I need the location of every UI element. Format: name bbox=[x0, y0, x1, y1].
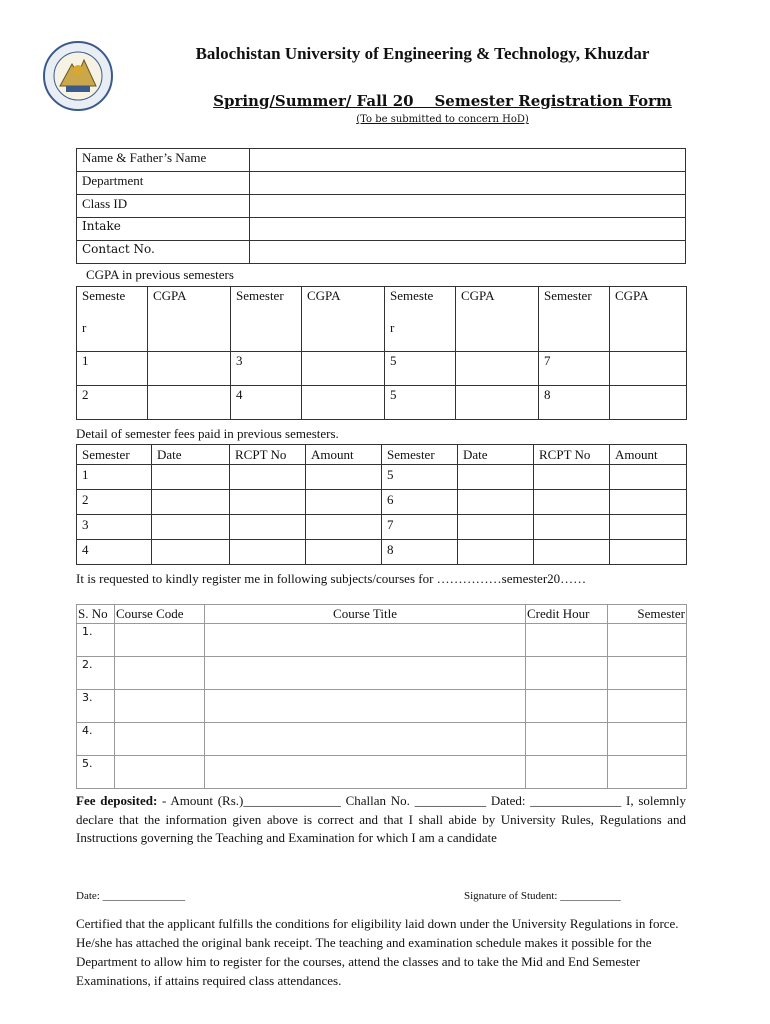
column-header: CGPA bbox=[610, 287, 687, 352]
course-cell[interactable] bbox=[526, 723, 608, 756]
column-header: Amount bbox=[610, 445, 687, 465]
table-cell[interactable] bbox=[152, 490, 230, 515]
info-row bbox=[77, 241, 686, 264]
table-cell[interactable] bbox=[306, 490, 382, 515]
table-cell[interactable] bbox=[152, 465, 230, 490]
course-cell[interactable] bbox=[205, 690, 526, 723]
column-header: Semester bbox=[382, 445, 458, 465]
intake-field[interactable] bbox=[250, 218, 686, 241]
request-text: It is requested to kindly register me in following subjects/courses for ……………semester20…… bbox=[76, 571, 587, 586]
info-row bbox=[77, 195, 686, 218]
table-cell[interactable] bbox=[302, 352, 385, 386]
course-cell[interactable] bbox=[115, 657, 205, 690]
table-cell[interactable] bbox=[230, 490, 306, 515]
table-cell[interactable] bbox=[610, 352, 687, 386]
class-id-field[interactable] bbox=[250, 195, 686, 218]
table-cell[interactable] bbox=[458, 515, 534, 540]
column-header: Semester bbox=[77, 445, 152, 465]
university-name: Balochistan University of Engineering & Technology, Khuzdar bbox=[195, 44, 650, 63]
info-label: Class ID bbox=[77, 195, 250, 218]
info-label: Intake bbox=[77, 218, 250, 241]
column-header: Amount bbox=[306, 445, 382, 465]
table-cell[interactable] bbox=[230, 540, 306, 565]
fees-table bbox=[76, 444, 687, 565]
column-header: Course Title bbox=[205, 605, 526, 624]
course-cell[interactable] bbox=[526, 690, 608, 723]
course-cell[interactable] bbox=[115, 723, 205, 756]
table-cell[interactable]: 8 bbox=[539, 386, 610, 420]
course-cell[interactable] bbox=[115, 624, 205, 657]
table-cell[interactable] bbox=[610, 515, 687, 540]
course-cell[interactable] bbox=[526, 657, 608, 690]
header-row bbox=[77, 287, 687, 352]
courses-table bbox=[76, 604, 687, 789]
header-row bbox=[77, 605, 687, 624]
serial-number: 1. bbox=[77, 624, 115, 657]
table-row bbox=[77, 515, 687, 540]
column-header: Semeste r bbox=[385, 287, 456, 352]
form-subtitle: (To be submitted to concern HoD) bbox=[356, 114, 529, 125]
serial-number: 5. bbox=[77, 756, 115, 789]
course-cell[interactable] bbox=[205, 756, 526, 789]
table-cell[interactable] bbox=[534, 515, 610, 540]
course-cell[interactable] bbox=[205, 657, 526, 690]
table-cell[interactable] bbox=[534, 490, 610, 515]
table-cell[interactable] bbox=[610, 540, 687, 565]
table-row bbox=[77, 352, 687, 386]
table-row bbox=[77, 465, 687, 490]
table-cell[interactable]: 3 bbox=[77, 515, 152, 540]
serial-number: 4. bbox=[77, 723, 115, 756]
table-cell[interactable] bbox=[306, 515, 382, 540]
info-label: Department bbox=[77, 172, 250, 195]
table-row bbox=[77, 386, 687, 420]
info-row bbox=[77, 149, 686, 172]
course-cell[interactable] bbox=[526, 756, 608, 789]
course-cell[interactable] bbox=[526, 624, 608, 657]
column-header: Credit Hour bbox=[526, 605, 608, 624]
table-cell[interactable]: 5 bbox=[385, 352, 456, 386]
serial-number: 3. bbox=[77, 690, 115, 723]
table-cell[interactable] bbox=[230, 515, 306, 540]
column-header: CGPA bbox=[456, 287, 539, 352]
course-row bbox=[77, 690, 687, 723]
table-cell[interactable] bbox=[610, 386, 687, 420]
table-row bbox=[77, 540, 687, 565]
course-cell[interactable] bbox=[205, 723, 526, 756]
course-cell[interactable] bbox=[608, 756, 687, 789]
table-cell[interactable]: 5 bbox=[385, 386, 456, 420]
table-cell[interactable] bbox=[230, 465, 306, 490]
declaration bbox=[76, 792, 686, 848]
column-header: RCPT No bbox=[534, 445, 610, 465]
column-header: Semester bbox=[539, 287, 610, 352]
info-row bbox=[77, 172, 686, 195]
signature-line[interactable]: Signature of Student: ___________ bbox=[464, 890, 621, 902]
table-cell[interactable] bbox=[152, 540, 230, 565]
column-header: Semester bbox=[608, 605, 687, 624]
course-cell[interactable] bbox=[608, 624, 687, 657]
table-cell[interactable]: 4 bbox=[77, 540, 152, 565]
table-cell[interactable] bbox=[458, 490, 534, 515]
cgpa-table bbox=[76, 286, 687, 420]
course-row bbox=[77, 624, 687, 657]
table-cell[interactable]: 7 bbox=[539, 352, 610, 386]
table-cell[interactable] bbox=[534, 465, 610, 490]
table-cell[interactable]: 1 bbox=[77, 465, 152, 490]
certification-text: Certified that the applicant fulfills the conditions for eligibility laid down under the University Regulations in force. He/she has attached the original bank receipt. The teaching and examination schedule makes it possible for the Department to allow him to register for the courses, attend the classes and to take the Mid and End Semester Examinations, if attains required class attendances. bbox=[76, 916, 679, 988]
table-row bbox=[77, 490, 687, 515]
column-header: Semester bbox=[231, 287, 302, 352]
table-cell[interactable] bbox=[148, 352, 231, 386]
column-header: RCPT No bbox=[230, 445, 306, 465]
info-label: Name & Father’s Name bbox=[77, 149, 250, 172]
course-cell[interactable] bbox=[115, 756, 205, 789]
cgpa-caption: CGPA in previous semesters bbox=[86, 267, 234, 282]
header-row bbox=[77, 445, 687, 465]
info-label: Contact No. bbox=[77, 241, 250, 264]
table-cell[interactable]: 4 bbox=[231, 386, 302, 420]
table-cell[interactable] bbox=[458, 540, 534, 565]
form-title: Spring/Summer/ Fall 20 Semester Registration Form bbox=[213, 92, 672, 110]
column-header: Course Code bbox=[115, 605, 205, 624]
name-field[interactable] bbox=[250, 149, 686, 172]
table-cell[interactable] bbox=[458, 465, 534, 490]
course-cell[interactable] bbox=[608, 690, 687, 723]
table-cell[interactable] bbox=[610, 465, 687, 490]
table-cell[interactable] bbox=[152, 515, 230, 540]
course-row bbox=[77, 756, 687, 789]
column-header: S. No bbox=[77, 605, 115, 624]
table-cell[interactable] bbox=[306, 540, 382, 565]
table-cell[interactable] bbox=[456, 386, 539, 420]
course-cell[interactable] bbox=[608, 723, 687, 756]
table-cell[interactable] bbox=[456, 352, 539, 386]
table-cell[interactable]: 5 bbox=[382, 465, 458, 490]
table-cell[interactable]: 2 bbox=[77, 386, 148, 420]
column-header: CGPA bbox=[302, 287, 385, 352]
table-cell[interactable]: 1 bbox=[77, 352, 148, 386]
date-line[interactable]: Date: _______________ bbox=[76, 890, 186, 902]
table-cell[interactable]: 6 bbox=[382, 490, 458, 515]
table-cell[interactable] bbox=[302, 386, 385, 420]
table-cell[interactable]: 7 bbox=[382, 515, 458, 540]
info-row bbox=[77, 218, 686, 241]
column-header: CGPA bbox=[148, 287, 231, 352]
table-cell[interactable]: 3 bbox=[231, 352, 302, 386]
serial-number: 2. bbox=[77, 657, 115, 690]
department-field[interactable] bbox=[250, 172, 686, 195]
course-row bbox=[77, 723, 687, 756]
column-header: Date bbox=[458, 445, 534, 465]
fee-deposited-label: Fee deposited: bbox=[76, 793, 158, 808]
table-cell[interactable] bbox=[306, 465, 382, 490]
course-cell[interactable] bbox=[608, 657, 687, 690]
table-cell[interactable]: 2 bbox=[77, 490, 152, 515]
student-info-table bbox=[76, 148, 686, 264]
column-header: Date bbox=[152, 445, 230, 465]
fees-caption: Detail of semester fees paid in previous semesters. bbox=[76, 426, 339, 441]
declaration-text: - Amount (Rs.)_______________ Challan No. ___________ Dated: ______________ I, solemnly declare that the information given above is correct and that I shall abide by University Rules, Regulations and Instructions governing the Teaching and Examination for which I am a candidate bbox=[76, 793, 686, 845]
course-row bbox=[77, 657, 687, 690]
course-cell[interactable] bbox=[115, 690, 205, 723]
table-cell[interactable] bbox=[148, 386, 231, 420]
table-cell[interactable]: 8 bbox=[382, 540, 458, 565]
course-cell[interactable] bbox=[205, 624, 526, 657]
table-cell[interactable] bbox=[610, 490, 687, 515]
contact-field[interactable] bbox=[250, 241, 686, 264]
column-header: Semeste r bbox=[77, 287, 148, 352]
table-cell[interactable] bbox=[534, 540, 610, 565]
